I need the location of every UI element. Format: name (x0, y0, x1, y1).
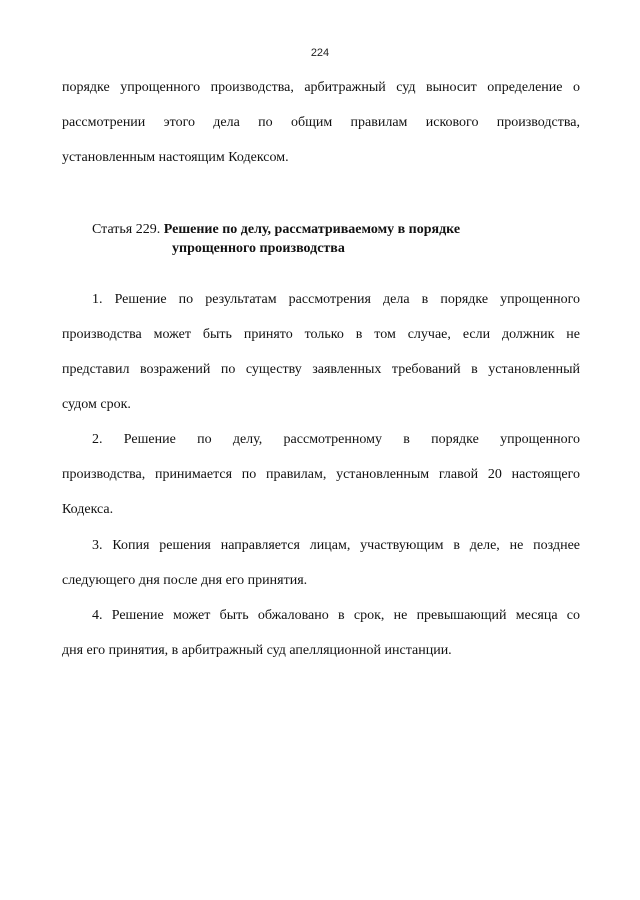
article-title-line-1: Решение по делу, рассматриваемому в порядке (163, 222, 461, 237)
paragraph-3 (62, 528, 580, 598)
intro-paragraph (62, 70, 580, 175)
intro-line-1: порядке упрощенного производства, арбитражный суд выносит определение о (62, 80, 580, 95)
paragraph-3-line-2: следующего дня после дня его принятия. (62, 573, 308, 588)
paragraph-1-line-1: 1. Решение по результатам рассмотрения дела в порядке упрощенного (92, 292, 580, 307)
paragraph-2-line-3: Кодекса. (62, 502, 114, 517)
paragraph-3-line-1: 3. Копия решения направляется лицам, участвующим в деле, не позднее (92, 538, 580, 553)
paragraph-4 (62, 598, 580, 668)
intro-line-2: рассмотрении этого дела по общим правилам искового производства, (62, 115, 580, 130)
paragraph-1-line-4: судом срок. (62, 397, 131, 412)
paragraph-2 (62, 422, 580, 527)
paragraph-1-line-3: представил возражений по существу заявленных требований в установленный (62, 362, 580, 377)
article-heading (92, 220, 580, 258)
page-number: 224 (310, 47, 330, 59)
intro-line-3: установленным настоящим Кодексом. (62, 150, 289, 165)
paragraph-1 (62, 282, 580, 422)
paragraph-1-line-2: производства может быть принято только в том случае, если должник не (62, 327, 580, 342)
paragraph-2-line-1: 2. Решение по делу, рассмотренному в порядке упрощенного (92, 432, 580, 447)
paragraph-2-line-2: производства, принимается по правилам, установленным главой 20 настоящего (62, 467, 580, 482)
paragraph-4-line-2: дня его принятия, в арбитражный суд апелляционной инстанции. (62, 643, 452, 658)
article-label: Статья 229. (92, 222, 161, 237)
paragraph-4-line-1: 4. Решение может быть обжаловано в срок, не превышающий месяца со (92, 608, 580, 623)
article-title-line-2: упрощенного производства (172, 241, 345, 256)
